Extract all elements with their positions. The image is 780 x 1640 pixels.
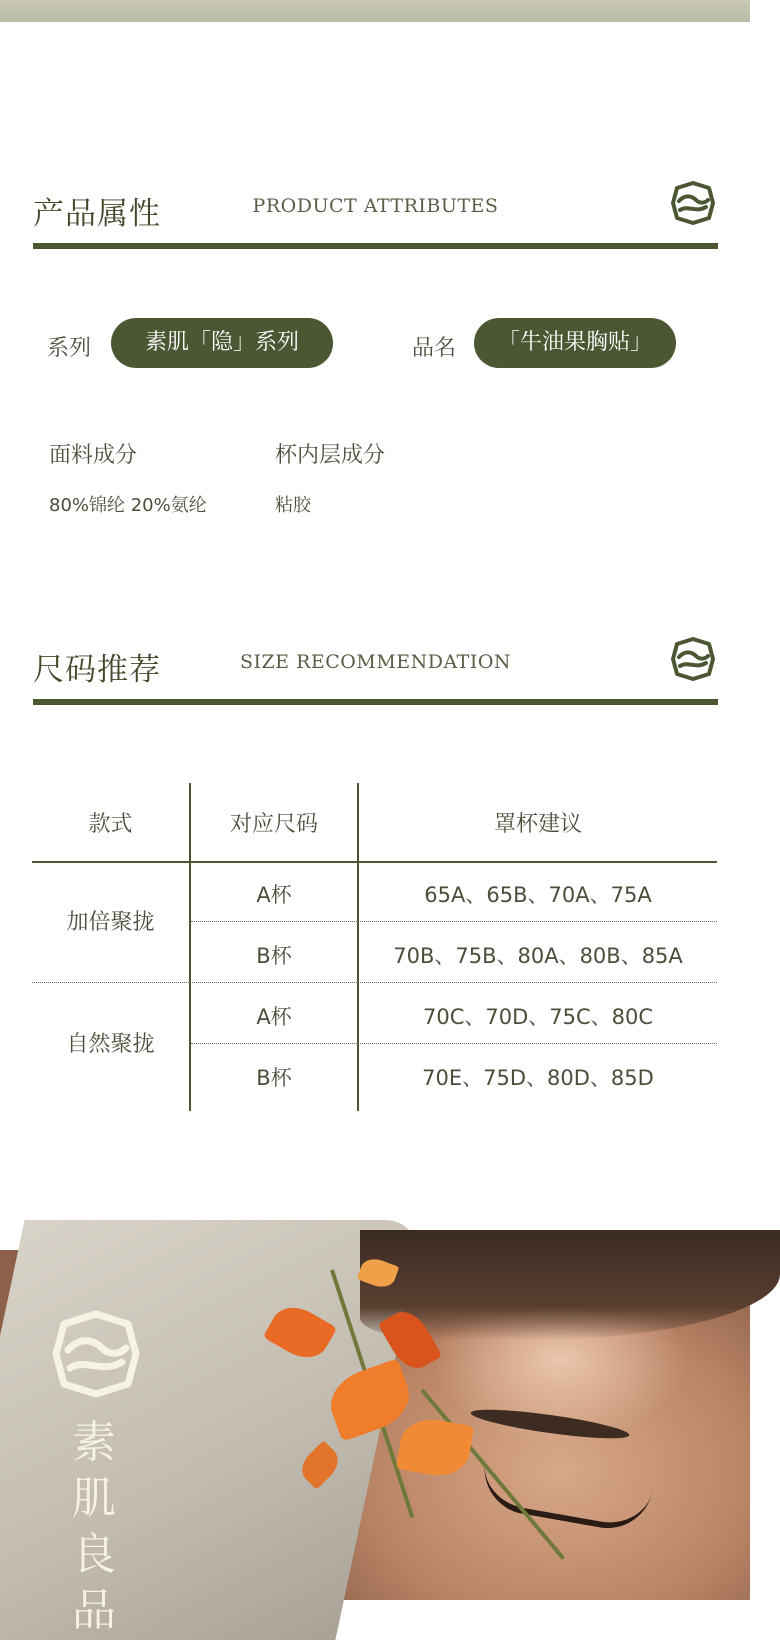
- table-suggestion-cell: 70C、70D、75C、80C: [422, 1005, 654, 1029]
- eyebrow-shape: [470, 1404, 631, 1444]
- table-suggestion-cell: 70E、75D、80D、85D: [422, 1066, 654, 1090]
- table-style-cell: 自然聚拢: [66, 1032, 155, 1057]
- table-row-divider: [191, 921, 717, 922]
- brand-logo-icon: [50, 1308, 142, 1400]
- series-pill: 素肌「隐」系列: [111, 318, 333, 368]
- size-table: [32, 783, 717, 1111]
- table-size-cell: B杯: [256, 1066, 292, 1090]
- table-size-cell: A杯: [256, 883, 292, 907]
- name-label: 品名: [412, 336, 457, 361]
- cup-inner-value: 粘胶: [275, 495, 311, 516]
- attributes-subtitle: PRODUCT ATTRIBUTES: [252, 195, 499, 217]
- table-suggestion-cell: 65A、65B、70A、75A: [424, 883, 652, 907]
- size-title: 尺码推荐: [33, 652, 161, 688]
- name-pill: 「牛油果胸贴」: [474, 318, 676, 368]
- fabric-label: 面料成分: [49, 443, 138, 468]
- attributes-header: [33, 180, 718, 260]
- brand-logo-icon: [670, 636, 716, 682]
- series-label: 系列: [47, 336, 92, 361]
- brand-vertical-text: 素肌良品: [72, 1417, 116, 1636]
- table-header-size: 对应尺码: [229, 812, 318, 837]
- eyelash-shape: [477, 1461, 652, 1536]
- attributes-divider: [33, 243, 718, 249]
- table-style-cell: 加倍聚拢: [66, 910, 155, 935]
- brand-logo-icon: [670, 180, 716, 226]
- table-header-style: 款式: [88, 812, 133, 837]
- attributes-title: 产品属性: [33, 196, 161, 232]
- size-subtitle: SIZE RECOMMENDATION: [239, 651, 512, 673]
- table-header-divider: [32, 861, 717, 863]
- table-size-cell: A杯: [256, 1005, 292, 1029]
- model-photo-banner: [0, 1250, 750, 1636]
- top-image-edge: [0, 0, 750, 22]
- table-size-cell: B杯: [256, 944, 292, 968]
- table-group-divider: [32, 982, 717, 983]
- fabric-value: 80%锦纶 20%氨纶: [49, 495, 207, 516]
- table-suggestion-cell: 70B、75B、80A、80B、85A: [393, 944, 683, 968]
- table-header-suggestion: 罩杯建议: [493, 812, 582, 837]
- cup-inner-label: 杯内层成分: [275, 443, 386, 468]
- size-divider: [33, 699, 718, 705]
- size-header: [33, 636, 718, 716]
- flower-petal: [396, 1414, 474, 1480]
- table-row-divider: [191, 1043, 717, 1044]
